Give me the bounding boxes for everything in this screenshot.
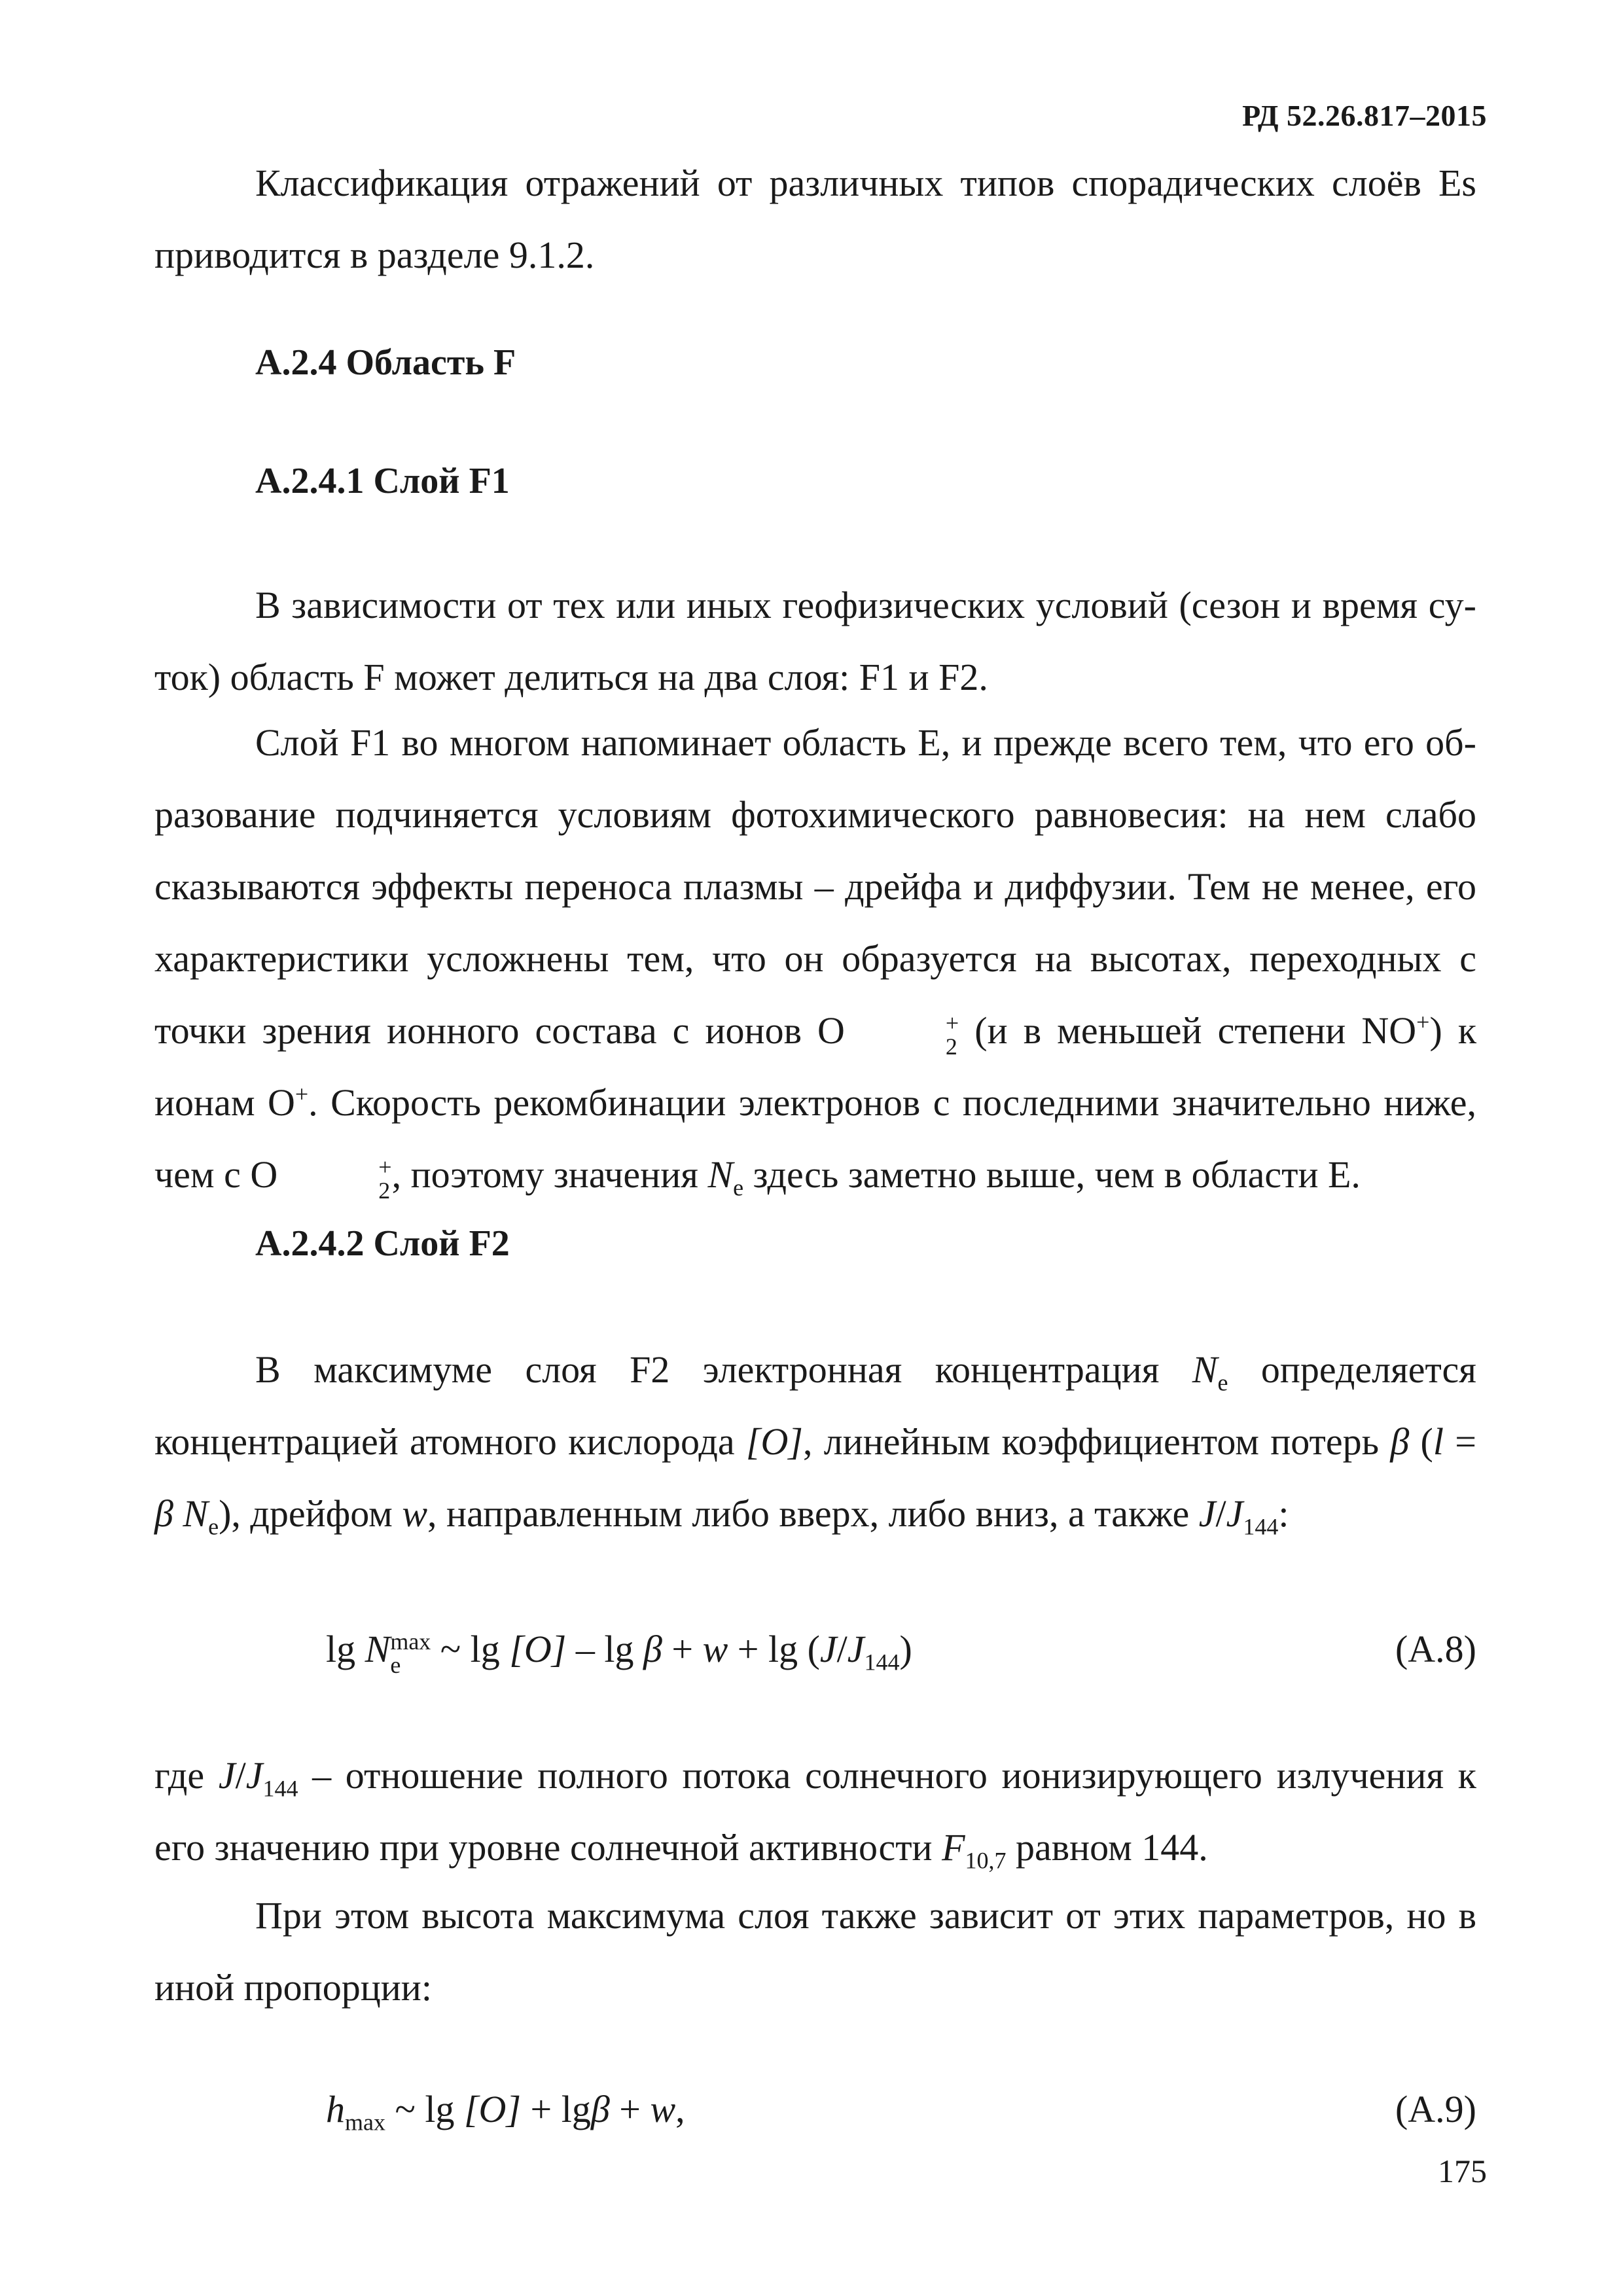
paragraph-ratio [154, 1740, 1476, 1884]
equation-number: (А.8) [1395, 1628, 1476, 1670]
heading-layer-f2: А.2.4.2 Слой F2 [255, 1223, 510, 1264]
paragraph-text: Слой F1 во многом напоминает область Е, и прежде всего тем, что его об-разование подчиняется условиям фотохимического равновесия: на нем слабо сказываются эффекты переноса плазмы – дрейфа и диффузии. Тем не менее, его характеристики усложнены тем, что он образуется на высотах, переходных с точки зрения ионного состава с ионов O + 2 (и в меньшей степени NO+) к ионам O+. Скорость рекомбинации электронов с последними значительно ниже, чем с O + 2 , поэтому значения $N_e$ здесь заметно выше, чем в области Е. [154, 721, 1476, 1204]
paragraph-height [154, 1880, 1476, 2024]
paragraph-layer-f2 [154, 1334, 1476, 1550]
paragraph-classification [154, 147, 1476, 291]
ion-o2: O + 2 [817, 1009, 959, 1060]
heading-region-f: А.2.4 Область F [255, 342, 516, 383]
paragraph-text: В зависимости от тех или иных геофизических условий (сезон и время су-ток) область F может делиться на два слоя: F1 и F2. [154, 584, 1476, 698]
equation-expression: lg N max e ~ $\lg [O] - \lg \beta + w + \lg (J/J_{144})$ [326, 1628, 912, 1678]
ion-o2: O + 2 [250, 1153, 392, 1204]
paragraph-text: где $J/J_{144}$ – отношение полного потока солнечного ионизирующего излучения к его значению при уровне солнечной активности $F_{10,7}$ равном 144. [154, 1754, 1476, 1874]
equation-expression: $h_{max}$ ~ lg [O] + lgβ + w, [326, 2088, 685, 2136]
document-code: РД 52.26.817–2015 [1242, 99, 1487, 132]
paragraph-line: Классификация отражений от различных типов спорадических слоёв Es [255, 162, 1476, 204]
paragraph-text: При этом высота максимума слоя также зависит от этих параметров, но в иной пропорции: [154, 1894, 1476, 2009]
heading-layer-f1: А.2.4.1 Слой F1 [255, 461, 510, 501]
page-number: 175 [1438, 2153, 1487, 2189]
paragraph-layer-f1 [154, 707, 1476, 1211]
paragraph-line: приводится в разделе 9.1.2. [154, 234, 595, 276]
equation-number: (А.9) [1395, 2088, 1476, 2130]
paragraph-text: В максимуме слоя F2 электронная концентрация $N_e$ определяется концентрацией атомного кислорода [O], линейным коэффициентом потерь β (l = β $N_e$), дрейфом w, направленным либо вверх, либо вниз, а также $J/J_{144}$: [154, 1348, 1476, 1540]
equation-a8 [154, 1613, 1476, 1685]
paragraph-conditions [154, 569, 1476, 713]
equation-a9 [154, 2073, 1476, 2145]
